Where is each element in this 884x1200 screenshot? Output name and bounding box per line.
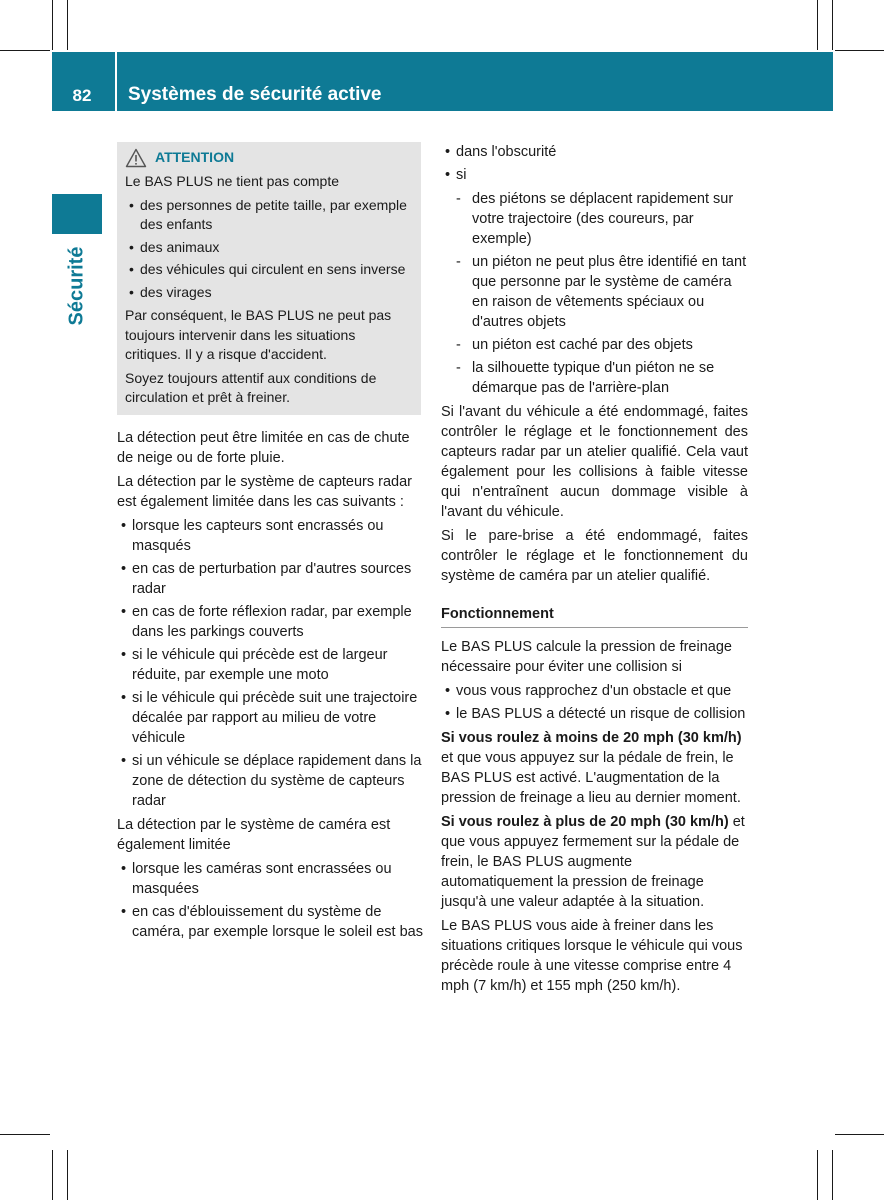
warning-title: ATTENTION [155, 149, 235, 166]
paragraph: Si le pare-brise a été endommagé, faites contrôler le réglage et le fonctionnement du système de caméra par un atelier qualifié. [441, 528, 748, 584]
warning-triangle-icon [125, 148, 147, 168]
list-item: • des véhicules qui circulent en sens inverse [125, 260, 413, 280]
warning-header [125, 148, 413, 168]
paragraph: Si l'avant du véhicule a été endommagé, faites contrôler le réglage et le fonctionnement des capteurs radar par un atelier qualifié. Cela vaut également pour les collisions à faible vitesse qui n'entraînent aucun dommage visible à l'avant du véhicule. [441, 404, 748, 520]
page-number: 82 [72, 86, 92, 105]
list-item: - la silhouette typique d'un piéton ne se démarque pas de l'arrière-plan [456, 358, 748, 398]
list-item: - des piétons se déplacent rapidement sur votre trajectoire (des coureurs, par exemple) [456, 189, 748, 249]
list-item: • des personnes de petite taille, par exemple des enfants [125, 196, 413, 235]
list-item-label: si [456, 167, 467, 183]
crop-mark [817, 0, 818, 50]
paragraph: La détection par le système de caméra est également limitée [117, 817, 391, 853]
function-conditions-list [441, 681, 748, 724]
speed-above-heading: Si vous roulez à plus de 20 mph (30 km/h) [441, 814, 729, 830]
crop-mark [832, 0, 833, 50]
list-item [441, 165, 748, 185]
list-item: - un piéton est caché par des objets [456, 335, 748, 355]
speed-above-text: et que vous appuyez fermement sur la pédale de frein, le BAS PLUS augmente automatiquement la pression de freinage jusqu'à une valeur adaptée à la situation. [441, 814, 745, 910]
list-item: • si un véhicule se déplace rapidement dans la zone de détection du système de capteurs radar [117, 751, 425, 811]
list-item: • en cas de perturbation par d'autres sources radar [117, 559, 425, 599]
list-item: • si le véhicule qui précède suit une trajectoire décalée par rapport au milieu de votre véhicule [117, 688, 425, 748]
camera-limitations-list [117, 859, 425, 942]
header-divider [115, 52, 117, 111]
list-item: • dans l'obscurité [441, 142, 748, 162]
crop-mark [0, 1134, 50, 1135]
speed-below-text: et que vous appuyez sur la pédale de frein, le BAS PLUS est activé. L'augmentation de la pression de freinage a lieu au dernier moment. [441, 750, 741, 806]
list-item: • des animaux [125, 238, 413, 258]
warning-box [117, 142, 421, 415]
list-item: - un piéton ne peut plus être identifié en tant que personne par le système de caméra en raison de vêtements spéciaux ou d'autres objets [456, 252, 748, 332]
list-item: • vous vous rapprochez d'un obstacle et que [441, 681, 748, 701]
right-column [441, 142, 748, 1000]
warning-list [125, 196, 413, 303]
crop-mark [67, 1150, 68, 1200]
chapter-title: Systèmes de sécurité active [128, 84, 382, 105]
paragraph: Le BAS PLUS vous aide à freiner dans les situations critiques lorsque le véhicule qui vous précède roule à une vitesse comprise entre 4 mph (7 km/h) et 155 mph (250 km/h). [441, 918, 743, 994]
list-item: • des virages [125, 283, 413, 303]
crop-mark [52, 0, 53, 50]
crop-mark [832, 1150, 833, 1200]
crop-mark [52, 1150, 53, 1200]
side-tab-marker [52, 194, 102, 234]
paragraph: La détection par le système de capteurs radar est également limitée dans les cas suivants : [117, 474, 412, 510]
crop-mark [817, 1150, 818, 1200]
crop-mark [835, 1134, 884, 1135]
crop-mark [67, 0, 68, 50]
conditions-list [441, 142, 748, 185]
left-column [117, 428, 425, 946]
list-item: • en cas de forte réflexion radar, par exemple dans les parkings couverts [117, 602, 425, 642]
list-item: • lorsque les capteurs sont encrassés ou masqués [117, 516, 425, 556]
crop-mark [835, 50, 884, 51]
list-item: • lorsque les caméras sont encrassées ou masquées [117, 859, 425, 899]
speed-below-heading: Si vous roulez à moins de 20 mph (30 km/h) [441, 730, 742, 746]
warning-advice: Soyez toujours attentif aux conditions de circulation et prêt à freiner. [125, 369, 377, 405]
crop-mark [0, 50, 50, 51]
speed-below-paragraph [441, 728, 748, 808]
speed-above-paragraph [441, 812, 748, 912]
list-item: • si le véhicule qui précède est de largeur réduite, par exemple une moto [117, 645, 425, 685]
radar-limitations-list [117, 516, 425, 811]
pedestrian-conditions-list [441, 189, 748, 398]
list-item: • le BAS PLUS a détecté un risque de collision [441, 704, 748, 724]
side-section-label: Sécurité [65, 246, 88, 326]
paragraph: La détection peut être limitée en cas de chute de neige ou de forte pluie. [117, 430, 410, 466]
warning-intro: Le BAS PLUS ne tient pas compte [125, 173, 340, 189]
paragraph: Le BAS PLUS calcule la pression de freinage nécessaire pour éviter une collision si [441, 639, 732, 675]
warning-consequence: Par conséquent, le BAS PLUS ne peut pas toujours intervenir dans les situations critiques. Il y a risque d'accident. [125, 307, 392, 362]
list-item: • en cas d'éblouissement du système de caméra, par exemple lorsque le soleil est bas [117, 902, 425, 942]
section-heading: Fonctionnement [441, 604, 748, 628]
